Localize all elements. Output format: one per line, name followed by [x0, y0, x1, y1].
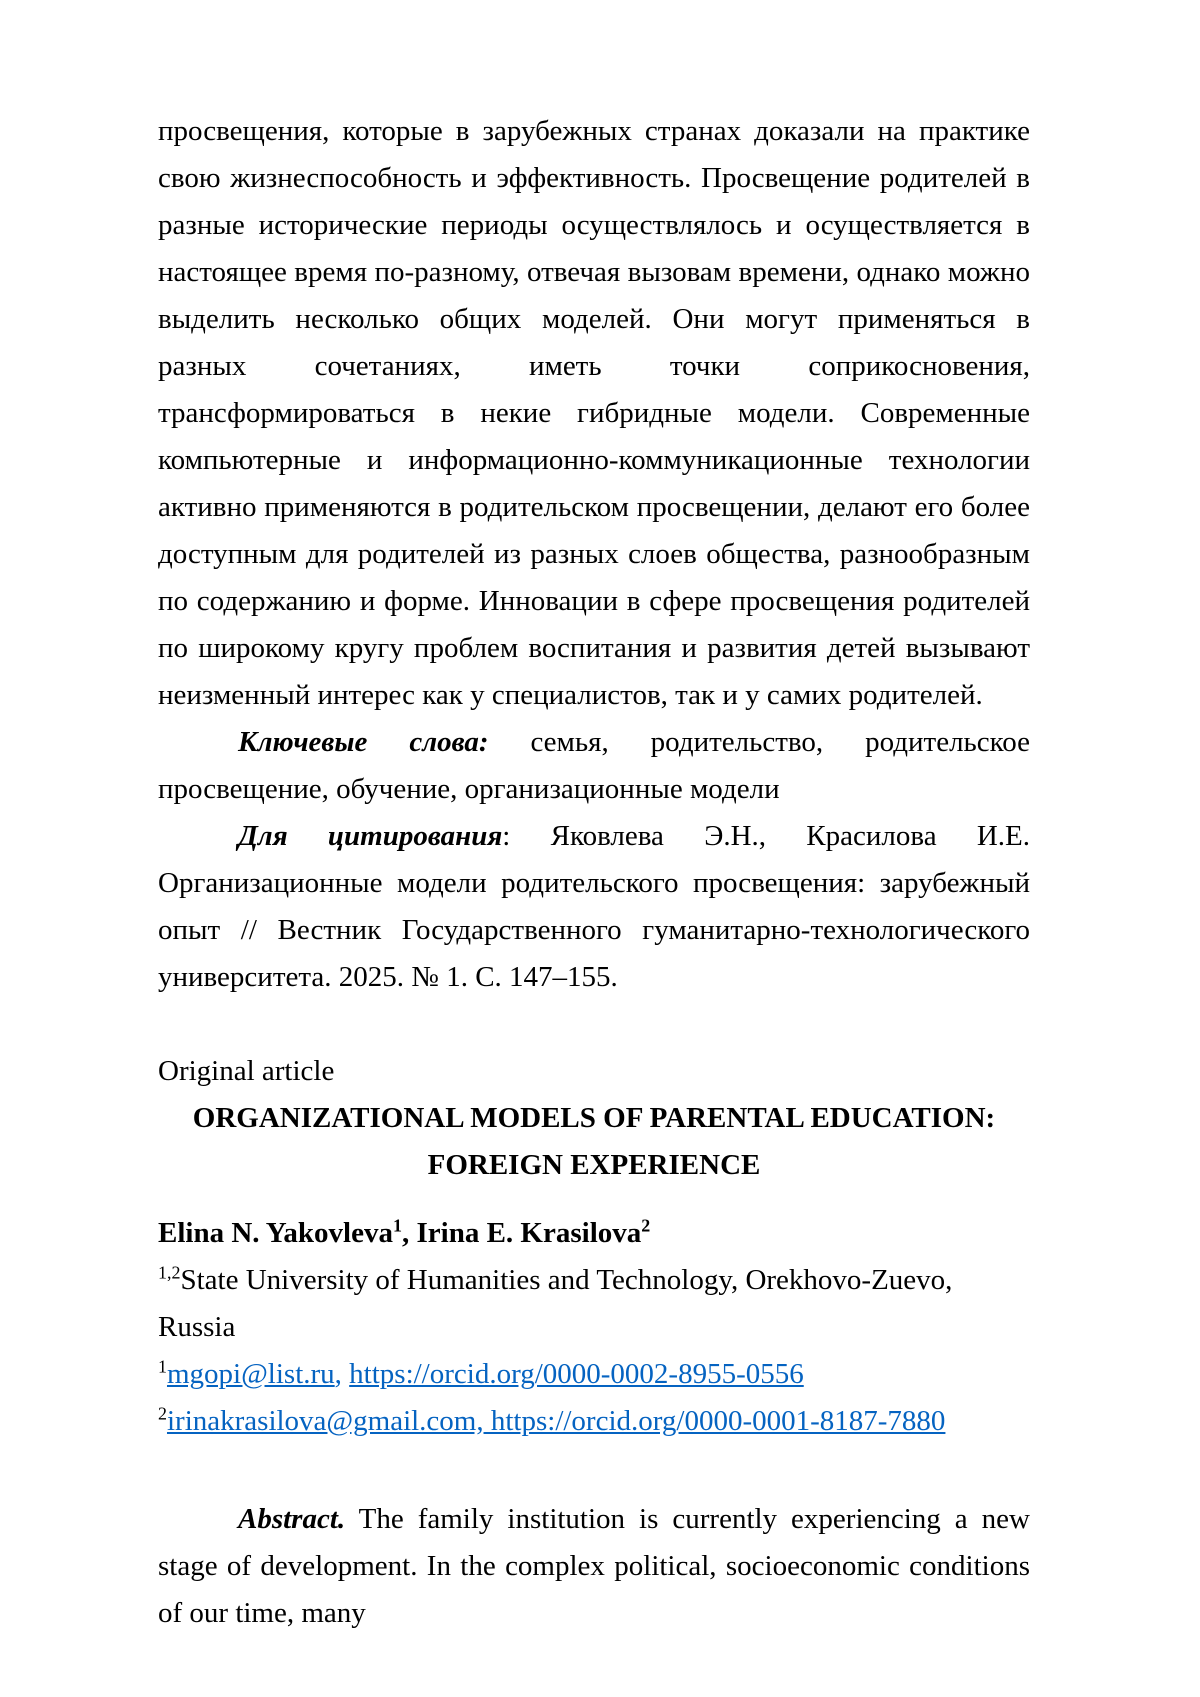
contact-1-superscript: 1: [158, 1356, 167, 1377]
author-1-orcid-link[interactable]: https://orcid.org/0000-0002-8955-0556: [349, 1358, 804, 1390]
author-1-superscript: 1: [393, 1215, 402, 1236]
keywords-label: Ключевые слова:: [238, 726, 489, 758]
keywords-paragraph: [158, 719, 1030, 813]
affiliation-text: State University of Humanities and Technology, Orekhovo-Zuevo, Russia: [158, 1264, 953, 1343]
citation-label: Для цитирования: [238, 820, 503, 852]
author-2-name: Irina E. Krasilova: [416, 1217, 642, 1249]
contact-line-1: [158, 1351, 1030, 1398]
contact-line-2: [158, 1398, 1030, 1445]
abstract-text: The family institution is currently experiencing a new stage of development. In the complex political, socioeconomic conditions of our time, many: [158, 1503, 1030, 1629]
citation-text: : Яковлева Э.Н., Красилова И.Е. Организационные модели родительского просвещения: зарубежный опыт // Вестник Государственного гуманитарно-технологического университета. 2025. № 1. С. 147–155.: [158, 820, 1031, 993]
author-2-superscript: 2: [641, 1215, 651, 1236]
contact-1-separator: ,: [334, 1358, 350, 1390]
contact-2-superscript: 2: [158, 1403, 167, 1424]
citation-paragraph: [158, 813, 1030, 1001]
body-continuation-paragraph: просвещения, которые в зарубежных странах доказали на практике свою жизнеспособность и эффективность. Просвещение родителей в разные исторические периоды осуществлялось и осуществляется в настоящее время по-разному, отвечая вызовам времени, однако можно выделить несколько общих моделей. Они могут применяться в разных сочетаниях, иметь точки соприкосновения, трансформироваться в некие гибридные модели. Современные компьютерные и информационно-коммуникационные технологии активно применяются в родительском просвещении, делают его более доступным для родителей из разных слоев общества, разнообразным по содержанию и форме. Инновации в сфере просвещения родителей по широкому кругу проблем воспитания и развития детей вызывают неизменный интерес как у специалистов, так и у самих родителей.: [158, 115, 1030, 711]
authors-separator: ,: [401, 1217, 417, 1249]
author-1-name: Elina N. Yakovleva: [158, 1217, 393, 1249]
affiliation-superscript: 1,2: [158, 1262, 181, 1283]
article-title-en: ORGANIZATIONAL MODELS OF PARENTAL EDUCATION: FOREIGN EXPERIENCE: [192, 1102, 996, 1181]
author-2-email-orcid-link[interactable]: irinakrasilova@gmail.com, https://orcid.org/0000-0001-8187-7880: [166, 1405, 946, 1437]
keywords-text: семья, родительство, родительское просвещение, обучение, организационные модели: [158, 726, 1030, 805]
authors-line: [158, 1210, 1030, 1257]
author-1-email-link[interactable]: mgopi@list.ru: [166, 1358, 335, 1390]
abstract-paragraph: [158, 1496, 1030, 1637]
affiliation-line: [158, 1257, 1030, 1351]
article-type-label: Original article: [158, 1055, 335, 1087]
abstract-label: Abstract.: [238, 1503, 346, 1535]
